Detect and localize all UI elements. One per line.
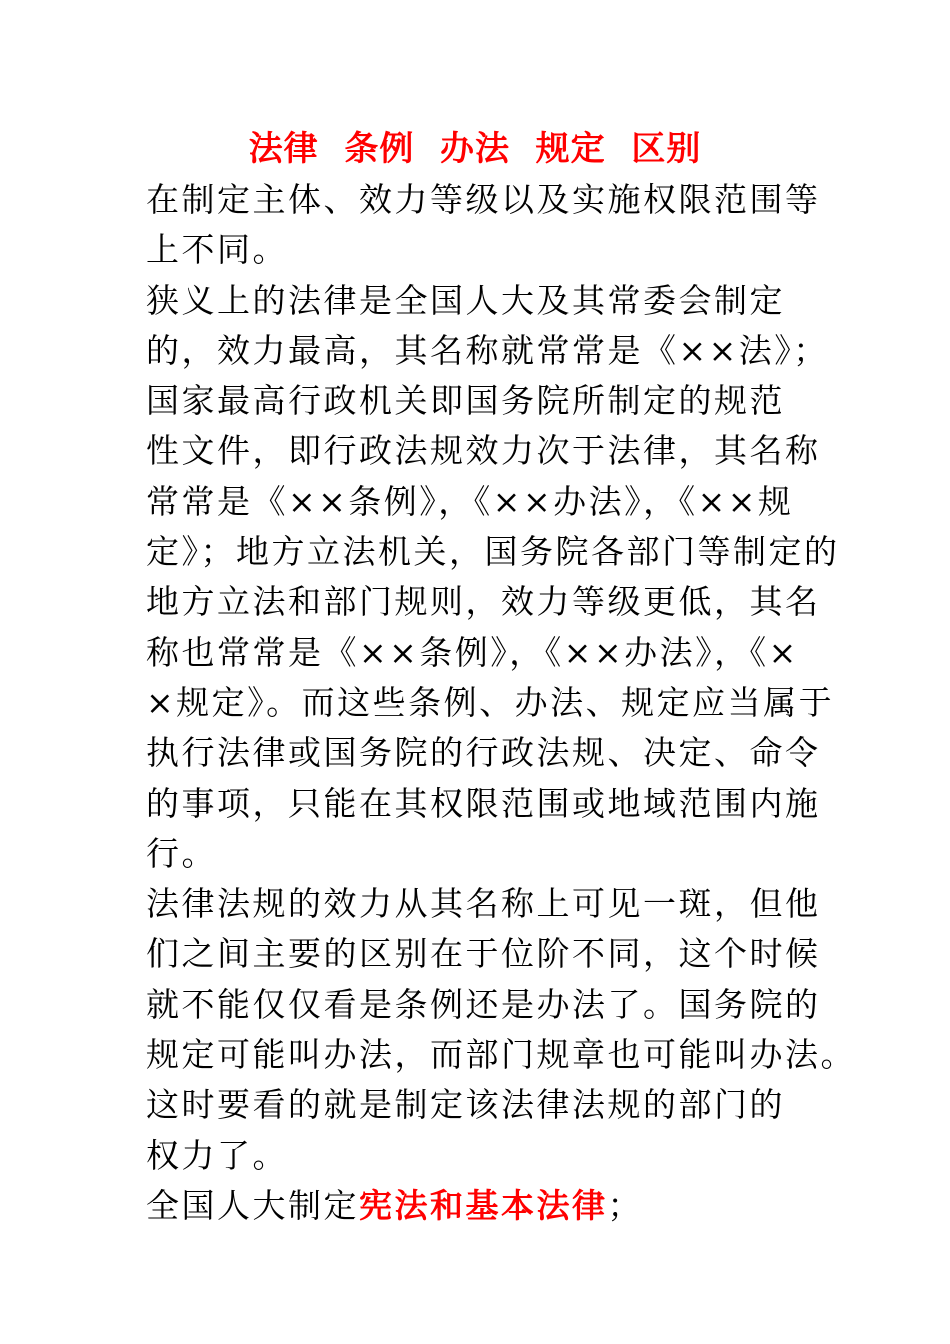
last-text-line xyxy=(146,1181,846,1231)
text-line: 就不能仅仅看是条例还是办法了。国务院的 xyxy=(146,984,821,1024)
text-line: 权力了。 xyxy=(146,1135,288,1175)
text-line: 的事项，只能在其权限范围或地域范围内施 xyxy=(146,783,821,823)
text-line: 性文件，即行政法规效力次于法律，其名称 xyxy=(146,431,821,471)
text-line: 国家最高行政机关即国务院所制定的规范 xyxy=(146,381,785,421)
last-line-prefix: 全国人大制定 xyxy=(146,1185,359,1225)
text-line: 法律法规的效力从其名称上可见一斑，但他 xyxy=(146,884,821,924)
text-line: 定》；地方立法机关，国务院各部门等制定的 xyxy=(146,532,840,572)
text-line: 称也常常是《××条例》，《××办法》，《× xyxy=(146,632,799,672)
highlighted-phrase: 宪法和基本法律 xyxy=(359,1185,608,1225)
text-line: ×规定》。而这些条例、办法、规定应当属于 xyxy=(146,682,835,722)
document-body xyxy=(146,175,856,1231)
text-line: 上不同。 xyxy=(146,230,288,270)
text-line: 常常是《××条例》，《××办法》，《××规 xyxy=(146,481,794,521)
text-line: 狭义上的法律是全国人大及其常委会制定 xyxy=(146,280,785,320)
text-line: 在制定主体、效力等级以及实施权限范围等 xyxy=(146,180,821,219)
text-line: 行。 xyxy=(146,833,217,873)
text-line: 执行法律或国务院的行政法规、决定、命令 xyxy=(146,733,821,773)
text-line: 地方立法和部门规则，效力等级更低，其名 xyxy=(146,582,821,622)
text-line: 这时要看的就是制定该法律法规的部门的 xyxy=(146,1085,785,1125)
last-line-suffix: ； xyxy=(607,1185,643,1225)
text-line: 的，效力最高，其名称就常常是《××法》； xyxy=(146,330,829,370)
text-line: 规定可能叫办法，而部门规章也可能叫办法。 xyxy=(146,1035,856,1075)
document-title: 法律 条例 办法 规定 区别 xyxy=(248,129,702,169)
text-line: 们之间主要的区别在于位阶不同，这个时候 xyxy=(146,934,821,974)
